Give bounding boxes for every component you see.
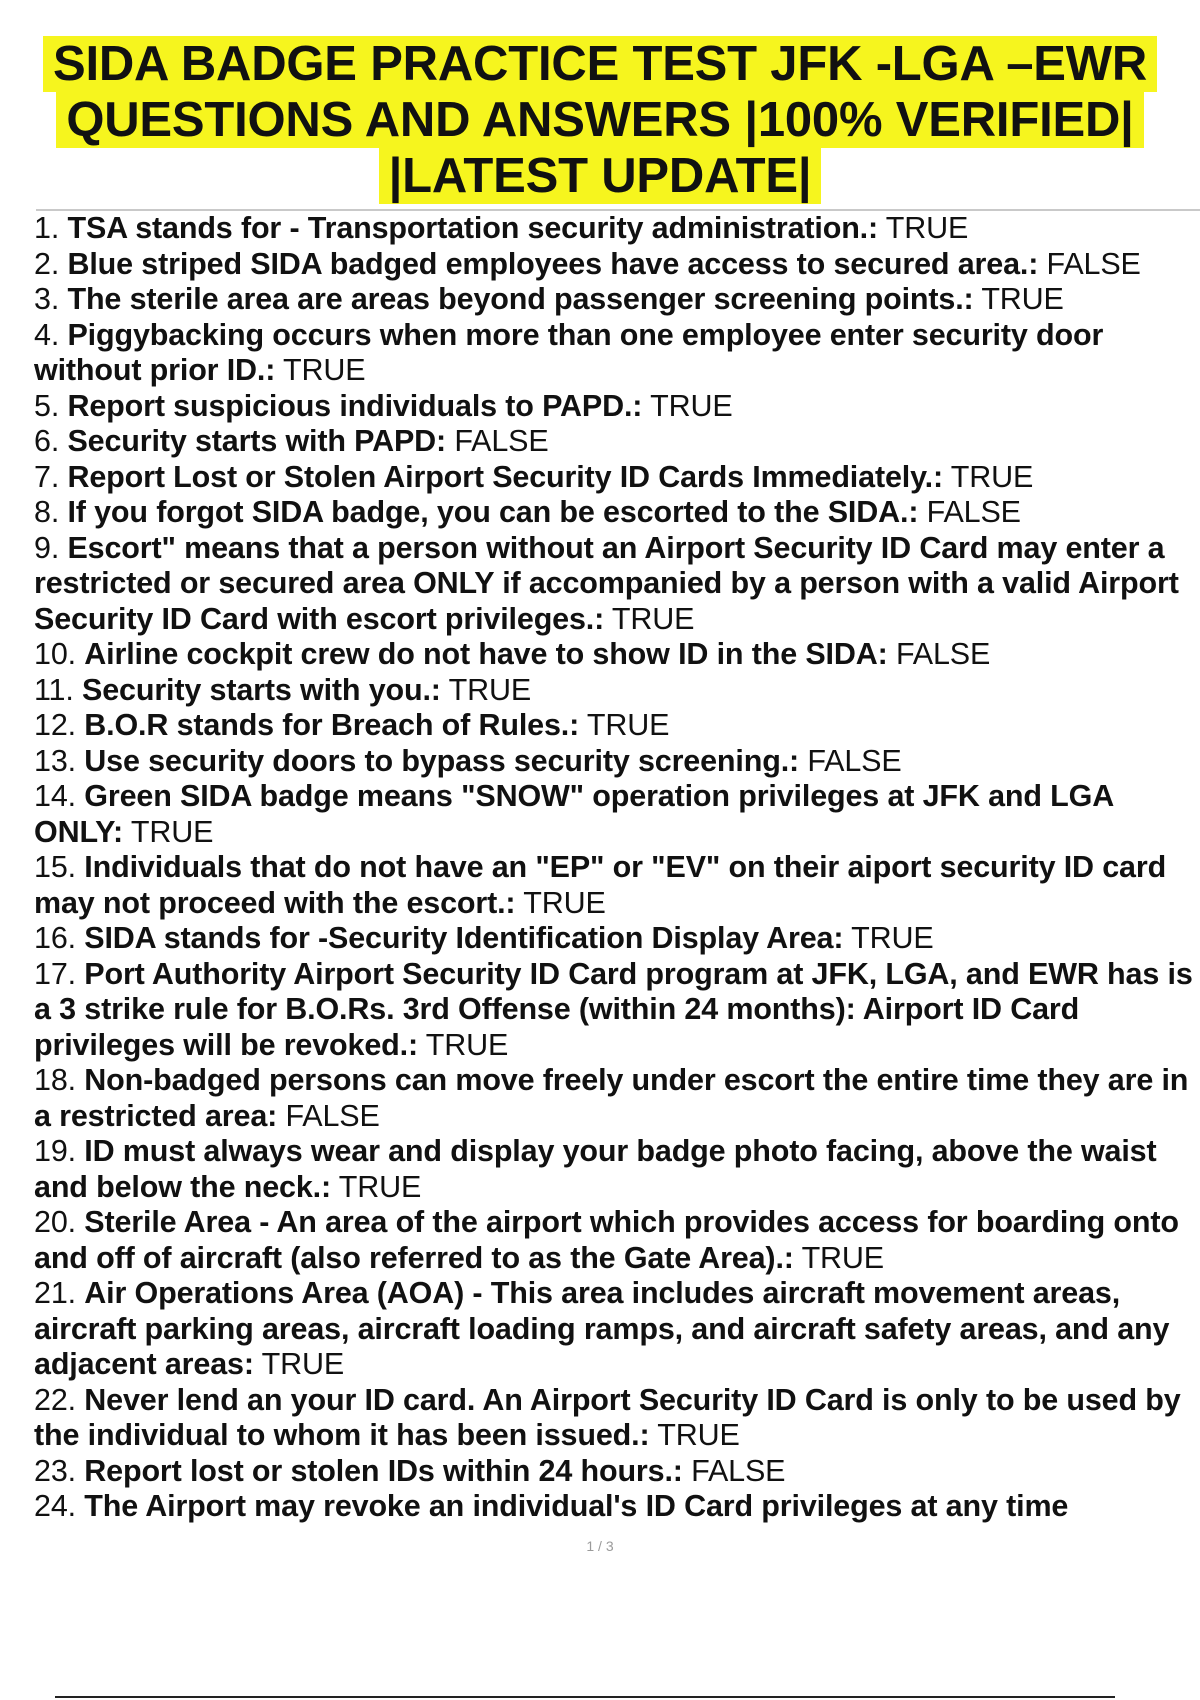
- answer-text: TRUE: [657, 1418, 740, 1452]
- answer-text: FALSE: [926, 495, 1021, 529]
- question-number: 11.: [34, 672, 74, 707]
- answer-text: TRUE: [981, 282, 1064, 316]
- question-number: 3.: [34, 282, 60, 316]
- answer-text: TRUE: [950, 459, 1034, 494]
- question-text: Security starts with you.:: [82, 672, 441, 707]
- question-text: B.O.R stands for Breach of Rules.:: [84, 708, 580, 742]
- qa-item: [34, 744, 1200, 780]
- answer-text: TRUE: [523, 885, 606, 920]
- qa-item: [34, 1134, 1200, 1205]
- question-number: 8.: [34, 495, 60, 529]
- answer-text: FALSE: [691, 1453, 786, 1488]
- question-text: Blue striped SIDA badged employees have access to secured area.:: [67, 246, 1039, 281]
- answer-text: TRUE: [261, 1347, 345, 1381]
- question-number: 14.: [34, 779, 76, 813]
- qa-item: [34, 957, 1200, 1064]
- qa-item: [34, 850, 1200, 921]
- qa-item: [34, 1063, 1200, 1134]
- answer-text: TRUE: [885, 211, 969, 245]
- question-number: 6.: [34, 424, 60, 458]
- question-text: Security starts with PAPD:: [67, 424, 447, 458]
- question-text: Non-badged persons can move freely under escort the entire time they are in a restricted area:: [34, 1063, 1189, 1133]
- qa-item: [34, 673, 1200, 709]
- question-number: 18.: [34, 1063, 76, 1097]
- question-text: Report lost or stolen IDs within 24 hours.:: [84, 1453, 683, 1488]
- answer-text: TRUE: [851, 921, 934, 955]
- question-text: Green SIDA badge means "SNOW" operation privileges at JFK and LGA ONLY:: [34, 779, 1113, 849]
- answer-text: FALSE: [807, 743, 902, 778]
- qa-item: [34, 1276, 1200, 1383]
- question-number: 9.: [34, 530, 60, 565]
- answer-text: FALSE: [454, 424, 549, 458]
- title-line: SIDA BADGE PRACTICE TEST JFK -LGA –EWR: [43, 36, 1157, 92]
- qa-item: [34, 247, 1200, 283]
- qa-item: [34, 1383, 1200, 1454]
- question-number: 13.: [34, 743, 76, 778]
- answer-text: TRUE: [611, 601, 695, 636]
- question-number: 19.: [34, 1134, 76, 1168]
- document-title: [0, 36, 1200, 204]
- question-number: 7.: [34, 459, 60, 494]
- qa-item: [34, 921, 1200, 957]
- qa-item: [34, 1489, 1200, 1525]
- question-number: 15.: [34, 850, 76, 884]
- question-number: 10.: [34, 637, 76, 671]
- qa-item: [34, 1205, 1200, 1276]
- answer-text: TRUE: [586, 708, 670, 742]
- question-text: Never lend an your ID card. An Airport Security ID Card is only to be used by the individual to whom it has been issued.:: [34, 1382, 1181, 1452]
- qa-item: [34, 424, 1200, 460]
- qa-item: [34, 282, 1200, 318]
- answer-text: TRUE: [801, 1240, 884, 1275]
- question-text: Air Operations Area (AOA) - This area includes aircraft movement areas, aircraft parking areas, aircraft loading ramps, and aircraft safety areas, and any adjacent areas:: [34, 1276, 1170, 1381]
- question-text: Airline cockpit crew do not have to show ID in the SIDA:: [84, 637, 888, 671]
- question-text: TSA stands for - Transportation security administration.:: [67, 211, 879, 245]
- question-number: 22.: [34, 1382, 76, 1417]
- question-number: 21.: [34, 1276, 76, 1310]
- page-number: 1 / 3: [586, 1538, 614, 1554]
- title-line: |LATEST UPDATE|: [379, 148, 822, 204]
- question-number: 23.: [34, 1453, 76, 1488]
- answer-text: FALSE: [285, 1098, 380, 1133]
- question-text: Piggybacking occurs when more than one employee enter security door without prior ID.:: [34, 317, 1104, 387]
- answer-text: FALSE: [1046, 246, 1141, 281]
- question-number: 17.: [34, 956, 76, 991]
- question-text: If you forgot SIDA badge, you can be escorted to the SIDA.:: [67, 495, 919, 529]
- question-number: 24.: [34, 1489, 76, 1523]
- question-text: The Airport may revoke an individual's ID Card privileges at any time: [84, 1489, 1069, 1523]
- qa-item: [34, 708, 1200, 744]
- question-text: Use security doors to bypass security screening.:: [84, 743, 800, 778]
- question-text: Sterile Area - An area of the airport which provides access for boarding onto and off of aircraft (also referred to as the Gate Area).:: [34, 1205, 1179, 1275]
- question-text: Report Lost or Stolen Airport Security ID Cards Immediately.:: [67, 459, 943, 494]
- qa-item: [34, 389, 1200, 425]
- question-number: 1.: [34, 211, 60, 245]
- answer-text: TRUE: [338, 1169, 422, 1204]
- question-number: 12.: [34, 708, 76, 742]
- qa-item: [34, 1454, 1200, 1490]
- footer-divider: [55, 1696, 1115, 1698]
- question-text: Port Authority Airport Security ID Card program at JFK, LGA, and EWR has is a 3 strike rule for B.O.Rs. 3rd Offense (within 24 months): Airport ID Card privileges will be revoked.:: [34, 956, 1193, 1062]
- question-number: 20.: [34, 1205, 76, 1239]
- question-text: ID must always wear and display your badge photo facing, above the waist and below the neck.:: [34, 1134, 1157, 1204]
- answer-text: FALSE: [895, 637, 991, 671]
- answer-text: TRUE: [448, 672, 532, 707]
- question-number: 2.: [34, 246, 60, 281]
- question-text: Individuals that do not have an "EP" or "EV" on their aiport security ID card may not proceed with the escort.:: [34, 850, 1167, 920]
- qa-item: [34, 495, 1200, 531]
- answer-text: TRUE: [650, 388, 733, 423]
- qa-item: [34, 531, 1200, 638]
- qa-item: [34, 637, 1200, 673]
- question-text: The sterile area are areas beyond passenger screening points.:: [67, 282, 974, 316]
- question-number: 16.: [34, 921, 76, 955]
- answer-text: TRUE: [283, 353, 366, 387]
- question-text: Report suspicious individuals to PAPD.:: [67, 388, 643, 423]
- question-list: [34, 211, 1200, 1525]
- answer-text: TRUE: [130, 814, 214, 849]
- question-text: Escort" means that a person without an Airport Security ID Card may enter a restricted or secured area ONLY if accompanied by a person with a valid Airport Security ID Card with escort privileges.:: [34, 530, 1179, 636]
- title-line: QUESTIONS AND ANSWERS |100% VERIFIED|: [56, 92, 1143, 148]
- answer-text: TRUE: [425, 1027, 509, 1062]
- question-text: SIDA stands for -Security Identification Display Area:: [84, 921, 844, 955]
- qa-item: [34, 318, 1200, 389]
- qa-item: [34, 779, 1200, 850]
- qa-item: [34, 211, 1200, 247]
- question-number: 4.: [34, 317, 60, 352]
- question-number: 5.: [34, 388, 60, 423]
- qa-item: [34, 460, 1200, 496]
